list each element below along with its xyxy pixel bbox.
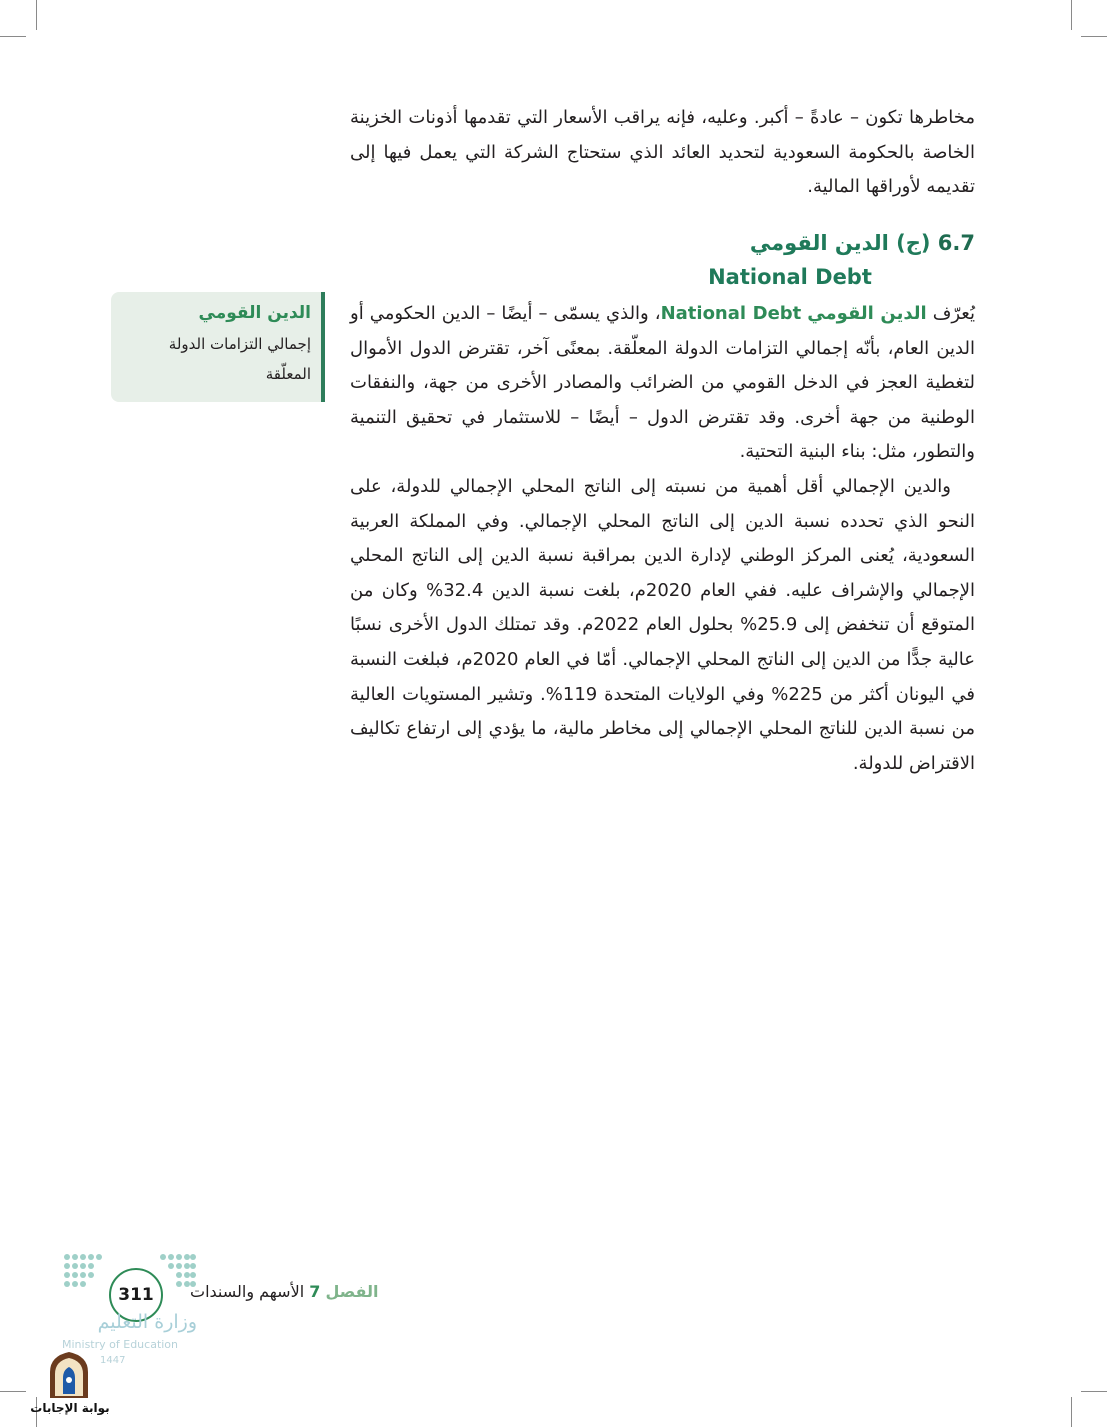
ministry-year: 1447	[100, 1355, 126, 1366]
answers-gate-logo-icon	[46, 1350, 92, 1400]
intro-text: مخاطرها تكون – عادةً – أكبر. وعليه، فإنه يراقب الأسعار التي تقدمها أذونات الخزينة الخاصة بالحكومة السعودية لتحديد العائد الذي ستحتاج الشركة التي يعمل فيها إلى تقديمه لأوراقها المالية.	[350, 107, 975, 198]
page-number: 311	[109, 1268, 163, 1322]
paragraph-lead: يُعرّف	[932, 303, 975, 324]
section-title-en: National Debt	[708, 265, 872, 289]
crop-mark	[0, 36, 26, 37]
chapter-label	[190, 1280, 379, 1304]
section-number: 6.7	[937, 231, 975, 255]
chapter-number: 7	[309, 1282, 321, 1301]
paragraph-definition	[350, 297, 975, 470]
section-body	[350, 297, 975, 781]
key-term-ar: الدين القومي	[807, 303, 927, 324]
ministry-name-en: Ministry of Education	[62, 1338, 179, 1351]
glossary-term: الدين القومي	[198, 303, 311, 323]
section-heading	[600, 228, 975, 258]
chapter-word: الفصل	[325, 1282, 379, 1301]
ministry-name-ar: وزارة التعليم	[97, 1311, 197, 1333]
crop-mark	[1081, 36, 1107, 37]
key-term-en: National Debt	[660, 303, 802, 324]
glossary-sidebar	[111, 292, 325, 402]
answers-gate-label: بوابة الإجابات	[30, 1401, 110, 1415]
paragraph-definition-rest: ، والذي يسمّى – أيضًا – الدين الحكومي أو الدين العام، بأنّه إجمالي التزامات الدولة المعلّقة. بمعنًى آخر، تقترض الدول الأموال لتغطية العجز في الدخل القومي من الضرائب والمصادر الأخرى من جهة، والنفقات الوطنية من جهة أخرى. وقد تقترض الدول – أيضًا – للاستثمار في تحقيق التنمية والتطور، مثل: بناء البنية التحتية.	[350, 303, 975, 463]
paragraph-debt-ratio: والدين الإجمالي أقل أهمية من نسبته إلى الناتج المحلي الإجمالي للدولة، على النحو الذي تحدده نسبة الدين إلى الناتج المحلي الإجمالي. وفي المملكة العربية السعودية، يُعنى المركز الوطني لإدارة الدين بمراقبة نسبة الدين إلى الناتج المحلي الإجمالي والإشراف عليه. ففي العام 2020م، بلغت نسبة الدين 32.4% وكان من المتوقع أن تنخفض إلى 25.9% بحلول العام 2022م. وقد تمتلك الدول الأخرى نسبًا عالية جدًّا من الدين إلى الناتج المحلي الإجمالي. أمّا في العام 2020م، فبلغت النسبة في اليونان أكثر من 225% وفي الولايات المتحدة 119%. وتشير المستويات العالية من نسبة الدين للناتج المحلي الإجمالي إلى مخاطر مالية، ما يؤدي إلى ارتفاع تكاليف الاقتراض للدولة.	[350, 475, 976, 774]
crop-mark	[1071, 0, 1072, 30]
page-footer	[0, 1240, 1107, 1427]
section-title-ar: (ج) الدين القومي	[749, 231, 931, 255]
intro-paragraph	[350, 101, 975, 205]
glossary-definition: إجمالي التزامات الدولة المعلّقة	[168, 335, 311, 383]
crop-mark	[36, 0, 37, 30]
chapter-title: الأسهم والسندات	[190, 1282, 305, 1301]
